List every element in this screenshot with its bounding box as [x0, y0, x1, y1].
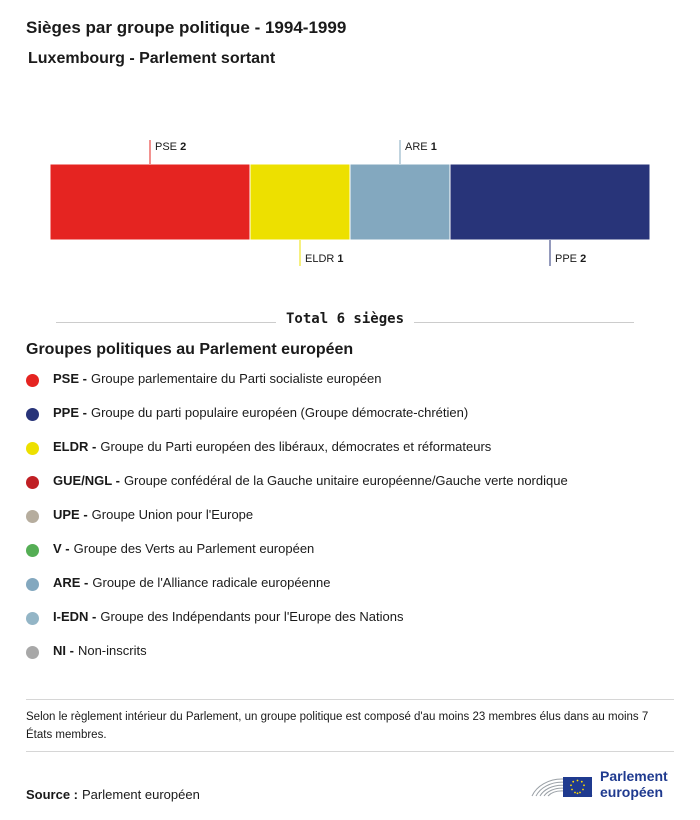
note-bottom-divider [26, 751, 674, 752]
source-line [26, 787, 200, 802]
source-value: Parlement européen [82, 787, 200, 802]
legend-abbr: PSE - [53, 371, 87, 386]
segment-label-value-pse: 2 [180, 141, 187, 153]
segment-label-abbr-pse: PSE [155, 141, 181, 153]
legend-desc: Groupe des Indépendants pour l'Europe des Nations [100, 609, 404, 624]
legend-item [26, 643, 568, 677]
page-title: Sièges par groupe politique - 1994-1999 [26, 18, 347, 37]
total-seats-row [56, 311, 634, 333]
bar-segment-ppe [450, 164, 650, 240]
legend-dot-icon [26, 442, 39, 455]
footnote: Selon le règlement intérieur du Parlement, un groupe politique est composé d'au moins 23 membres élus dans au moins 7 États membres. [26, 711, 649, 741]
segment-label-are [405, 141, 437, 153]
legend-desc: Groupe du parti populaire européen (Groupe démocrate-chrétien) [90, 405, 469, 420]
legend-desc: Groupe Union pour l'Europe [91, 507, 254, 522]
legend-item [26, 473, 568, 507]
legend-item [26, 371, 568, 405]
bar-segment-are [350, 164, 450, 240]
legend-desc: Groupe confédéral de la Gauche unitaire européenne/Gauche verte nordique [123, 473, 568, 488]
legend-abbr: NI - [53, 643, 74, 658]
legend-desc: Non-inscrits [77, 643, 147, 658]
legend-item [26, 609, 568, 643]
legend-abbr: PPE - [53, 405, 87, 420]
legend-dot-icon [26, 510, 39, 523]
legend-abbr: I-EDN - [53, 609, 97, 624]
legend-item [26, 405, 568, 439]
legend-item [26, 439, 568, 473]
segment-label-ppe [555, 253, 586, 265]
page-subtitle: Luxembourg - Parlement sortant [28, 50, 276, 67]
logo-text-line1: Parlement [600, 768, 668, 784]
legend-dot-icon [26, 612, 39, 625]
legend-dot-icon [26, 374, 39, 387]
bar-segment-eldr [250, 164, 350, 240]
legend-desc: Groupe parlementaire du Parti socialiste européen [90, 371, 382, 386]
legend-dot-icon [26, 476, 39, 489]
legend-desc: Groupe des Verts au Parlement européen [73, 541, 315, 556]
segment-label-abbr-eldr: ELDR [305, 253, 338, 265]
segment-label-eldr [305, 253, 344, 265]
legend-abbr: UPE - [53, 507, 88, 522]
legend-abbr: ARE - [53, 575, 89, 590]
segment-label-value-are: 1 [430, 141, 437, 153]
legend-dot-icon [26, 578, 39, 591]
legend-item [26, 507, 568, 541]
segment-label-pse [155, 141, 186, 153]
legend-desc: Groupe du Parti européen des libéraux, démocrates et réformateurs [100, 439, 492, 454]
legend-abbr: GUE/NGL - [53, 473, 120, 488]
source-label: Source : [26, 787, 79, 802]
segment-label-value-eldr: 1 [337, 253, 344, 265]
logo-text [600, 768, 668, 800]
logo-text-line2: européen [600, 784, 664, 800]
legend-item [26, 541, 568, 575]
seat-stacked-bar-chart [0, 130, 700, 280]
legend-title: Groupes politiques au Parlement européen [26, 341, 354, 358]
legend-dot-icon [26, 646, 39, 659]
total-seats-label: Total 6 sièges [276, 311, 414, 327]
legend-dot-icon [26, 408, 39, 421]
note-top-divider [26, 699, 674, 700]
legend-item [26, 575, 568, 609]
legend-abbr: V - [53, 541, 70, 556]
legend-desc: Groupe de l'Alliance radicale européenne [92, 575, 331, 590]
segment-label-abbr-ppe: PPE [555, 253, 581, 265]
legend-dot-icon [26, 544, 39, 557]
segment-label-abbr-are: ARE [405, 141, 431, 153]
legend-abbr: ELDR - [53, 439, 97, 454]
segment-label-value-ppe: 2 [580, 253, 587, 265]
legend-list [26, 371, 568, 677]
bar-segment-pse [50, 164, 250, 240]
